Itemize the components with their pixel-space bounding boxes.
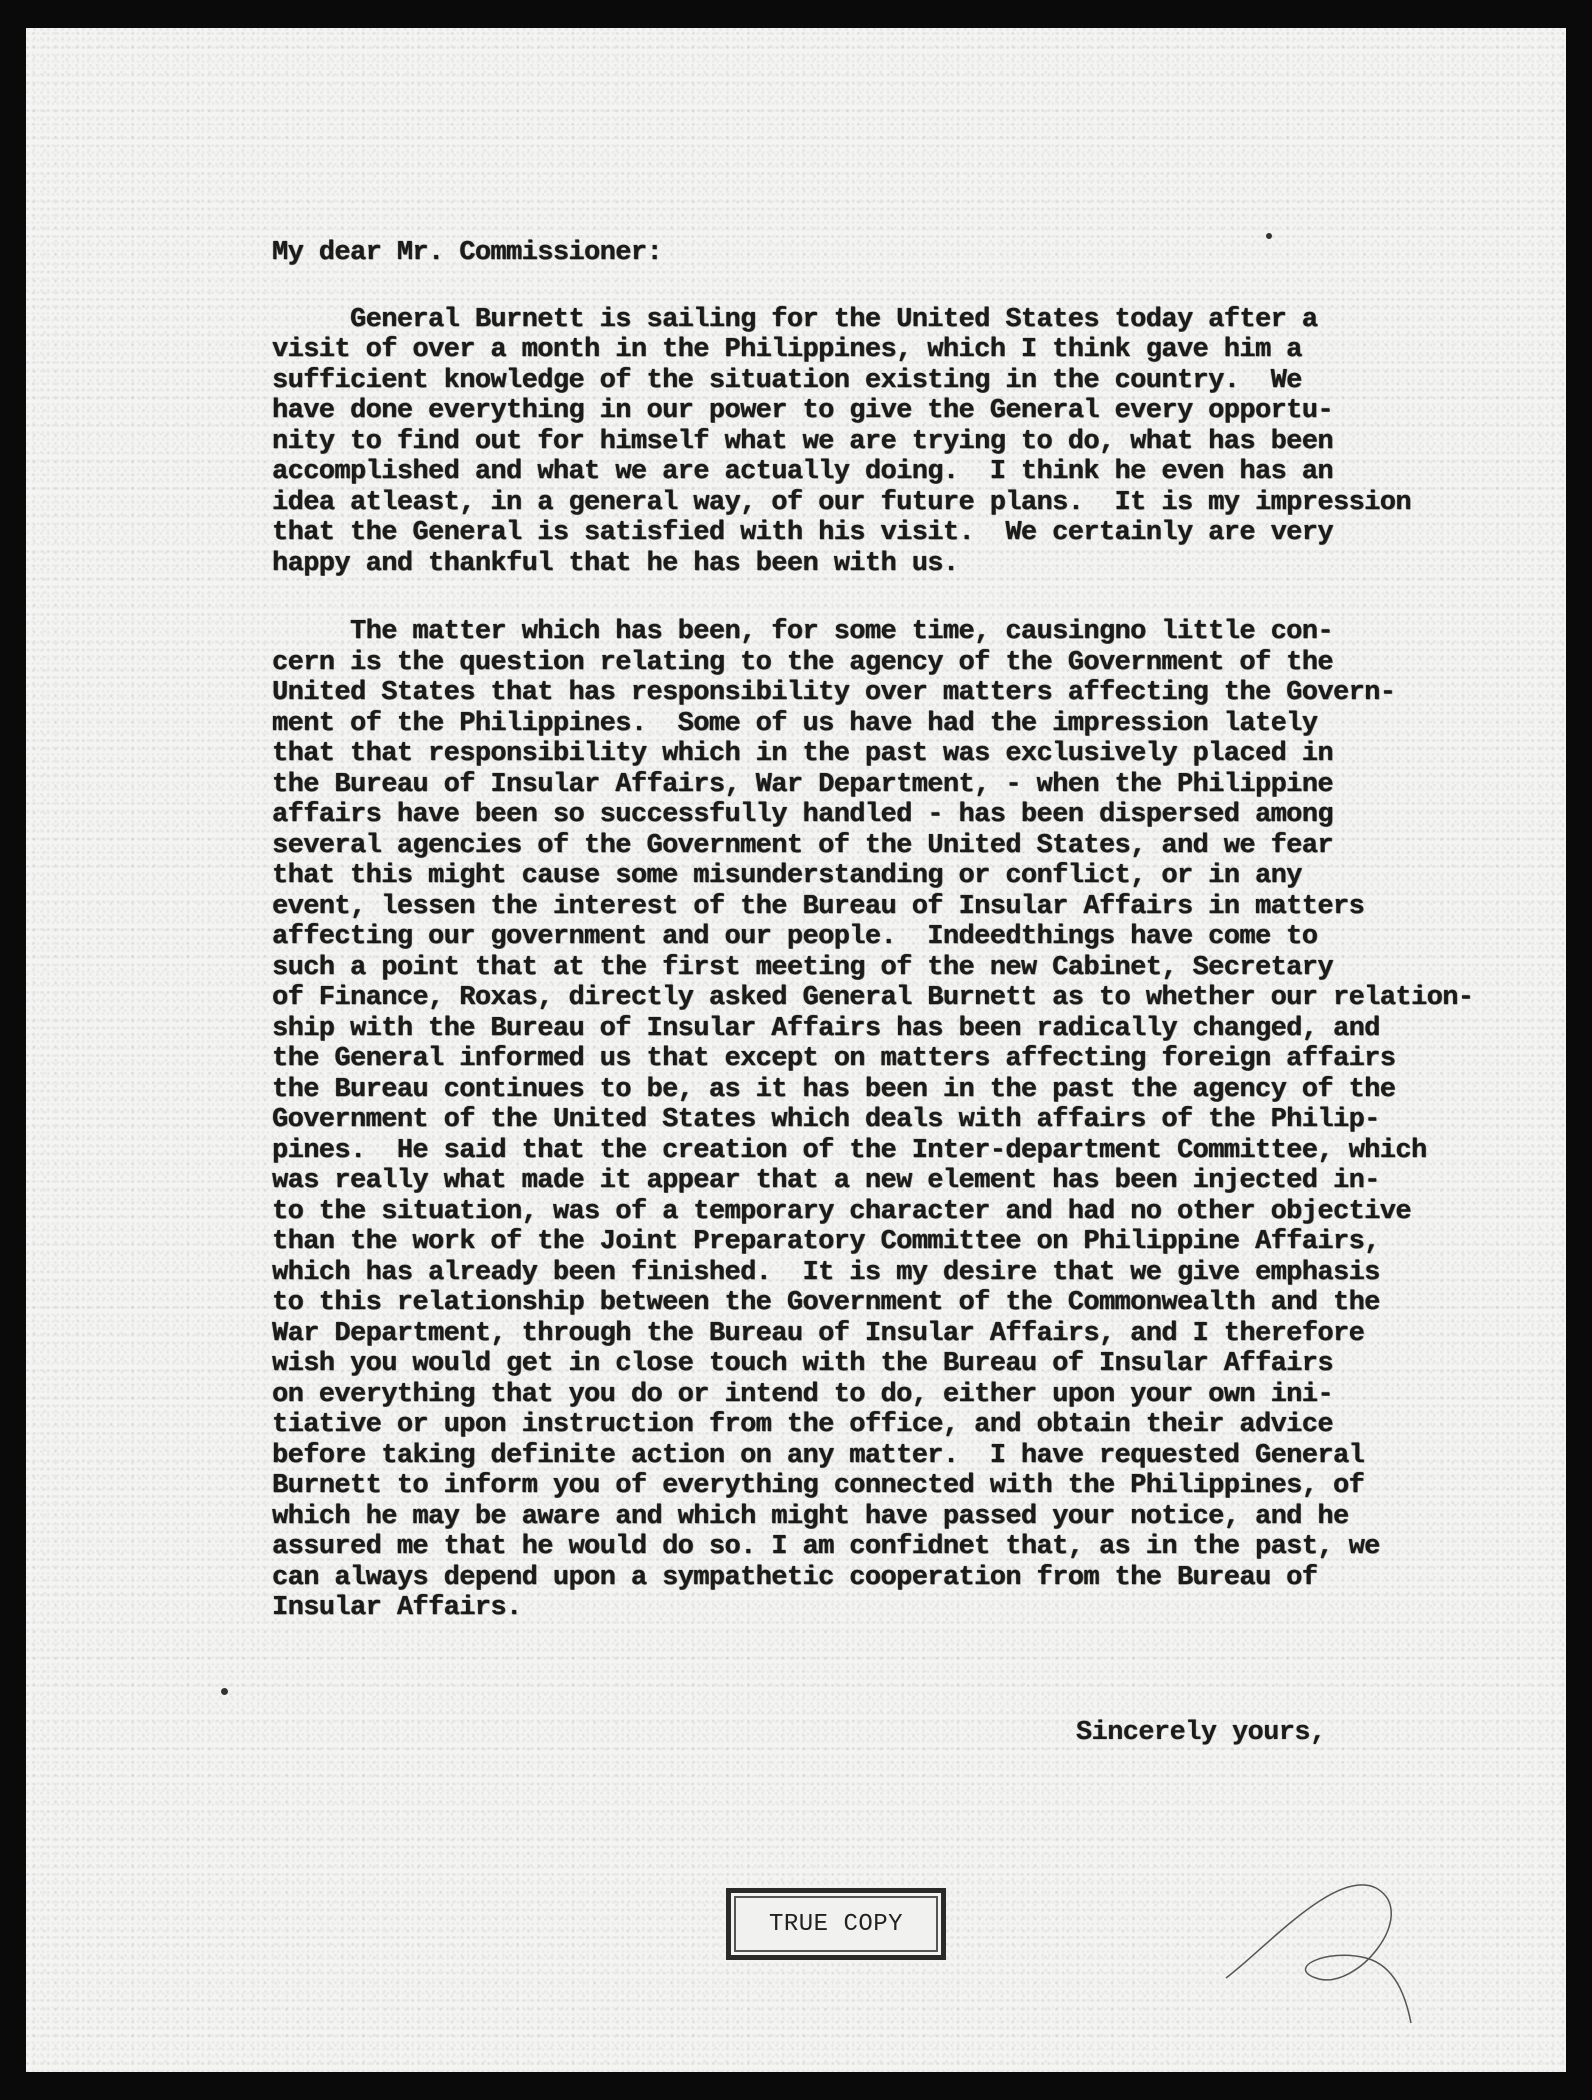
text-line: idea atleast, in a general way, of our future plans. It is my impression [272,487,1411,518]
letter-page [26,28,1566,2072]
text-line: accomplished and what we are actually doing. I think he even has an [272,457,1333,487]
text-line: sufficient knowledge of the situation existing in the country. We [272,365,1302,396]
true-copy-stamp [726,1888,946,1960]
text-line: assured me that he would do so. I am confidnet that, as in the past, we [272,1532,1380,1562]
text-line: General Burnett is sailing for the United States today after a [272,304,1318,335]
text-line: the Bureau continues to be, as it has been in the past the agency of the [272,1074,1396,1105]
text-line: that that responsibility which in the past was exclusively placed in [272,739,1333,769]
text-line: War Department, through the Bureau of Insular Affairs, and I therefore [272,1318,1365,1349]
text-line: happy and thankful that he has been with us. [272,548,959,579]
text-line: Burnett to inform you of everything connected with the Philippines, of [272,1471,1365,1501]
text-line: affairs have been so successfully handled - has been dispersed among [272,800,1333,830]
text-line: have done everything in our power to give the General every opportu- [272,396,1333,426]
closing-signoff: Sincerely yours, [1076,1718,1326,1748]
salutation: My dear Mr. Commissioner: [272,238,663,268]
text-line: ship with the Bureau of Insular Affairs has been radically changed, and [272,1013,1380,1044]
text-line: to this relationship between the Government of the Commonwealth and the [272,1288,1380,1318]
text-line: event, lessen the interest of the Bureau of Insular Affairs in matters [272,891,1365,922]
paragraph-2 [272,617,1532,1624]
text-line: that this might cause some misunderstanding or conflict, or in any [272,861,1302,891]
text-line: which he may be aware and which might have passed your notice, and he [272,1501,1349,1532]
ink-speck [221,1688,228,1695]
text-line: the Bureau of Insular Affairs, War Department, - when the Philippine [272,769,1333,800]
text-line: pines. He said that the creation of the Inter-department Committee, which [272,1135,1427,1166]
stamp-label: TRUE COPY [768,1910,904,1938]
text-line: wish you would get in close touch with the Bureau of Insular Affairs [272,1349,1333,1379]
text-line: nity to find out for himself what we are trying to do, what has been [272,426,1333,457]
text-line: Government of the United States which deals with affairs of the Philip- [272,1105,1380,1135]
text-line: several agencies of the Government of the United States, and we fear [272,830,1333,861]
text-line: cern is the question relating to the agency of the Government of the [272,647,1333,678]
text-line: on everything that you do or intend to do, either upon your own ini- [272,1379,1333,1410]
text-line: The matter which has been, for some time, causingno little con- [272,617,1333,647]
text-line: ment of the Philippines. Some of us have had the impression lately [272,708,1318,739]
text-line: to the situation, was of a temporary character and had no other objective [272,1196,1411,1227]
text-line: was really what made it appear that a new element has been injected in- [272,1166,1380,1196]
paragraph-1 [272,305,1532,580]
text-line: such a point that at the first meeting of the new Cabinet, Secretary [272,952,1333,983]
pen-loop-mark [1206,1828,1426,2028]
text-line: visit of over a month in the Philippines, which I think gave him a [272,335,1302,365]
text-line: that the General is satisfied with his visit. We certainly are very [272,518,1333,548]
text-line: tiative or upon instruction from the office, and obtain their advice [272,1410,1333,1440]
text-line: affecting our government and our people. Indeedthings have come to [272,922,1318,952]
text-line: can always depend upon a sympathetic cooperation from the Bureau of [272,1562,1318,1593]
letter-body [272,238,1532,1662]
text-line: than the work of the Joint Preparatory Committee on Philippine Affairs, [272,1227,1380,1257]
text-line: of Finance, Roxas, directly asked General Burnett as to whether our relation- [272,983,1474,1013]
text-line: United States that has responsibility over matters affecting the Govern- [272,678,1396,708]
text-line: which has already been finished. It is my desire that we give emphasis [272,1257,1380,1288]
text-line: the General informed us that except on matters affecting foreign affairs [272,1044,1396,1074]
text-line: before taking definite action on any matter. I have requested General [272,1440,1365,1471]
text-line: Insular Affairs. [272,1593,522,1623]
